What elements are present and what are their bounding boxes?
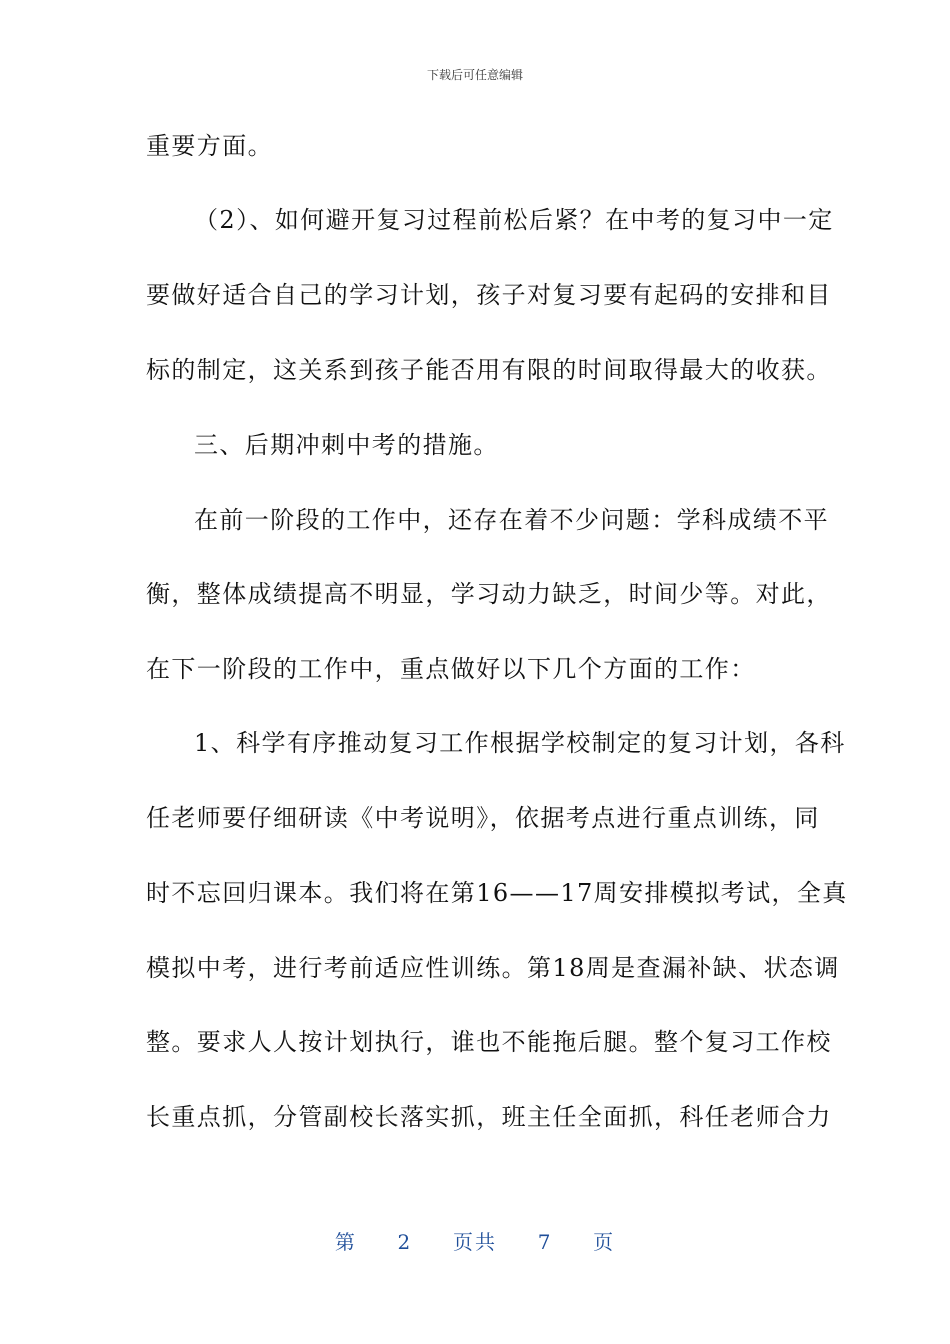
text-line: 要做好适合自己的学习计划，孩子对复习要有起码的安排和目 (146, 281, 832, 309)
text-line: 长重点抓，分管副校长落实抓，班主任全面抓，科任老师合力 (146, 1103, 832, 1131)
text-line: 在下一阶段的工作中，重点做好以下几个方面的工作： (146, 655, 756, 683)
text-line: 整。要求人人按计划执行，谁也不能拖后腿。整个复习工作校 (146, 1028, 832, 1056)
text-line: 任老师要仔细研读《中考说明》，依据考点进行重点训练，同 (146, 804, 820, 832)
section-heading: 三、后期冲刺中考的措施。 (194, 431, 499, 459)
text-line: （2）、如何避开复习过程前松后紧？在中考的复习中一定 (194, 206, 834, 234)
footer-total-pages: 7 (537, 1230, 553, 1254)
footer-prefix: 第 (334, 1230, 357, 1254)
footer-middle: 页共 (453, 1230, 497, 1254)
text-line: 模拟中考，进行考前适应性训练。第18周是查漏补缺、状态调 (146, 954, 840, 982)
page-footer (0, 1226, 950, 1255)
text-line: 时不忘回归课本。我们将在第16——17周安排模拟考试，全真 (146, 879, 848, 907)
text-line: 标的制定，这关系到孩子能否用有限的时间取得最大的收获。 (146, 356, 832, 384)
footer-page-number: 2 (397, 1230, 413, 1254)
page-header: 下载后可任意编辑 (426, 68, 523, 82)
footer-suffix: 页 (593, 1230, 616, 1254)
text-line: 重要方面。 (146, 132, 273, 160)
text-line: 在前一阶段的工作中，还存在着不少问题：学科成绩不平 (194, 506, 829, 534)
text-line: 1、科学有序推动复习工作根据学校制定的复习计划，各科 (194, 729, 846, 757)
text-line: 衡，整体成绩提高不明显，学习动力缺乏，时间少等。对此， (146, 580, 832, 608)
